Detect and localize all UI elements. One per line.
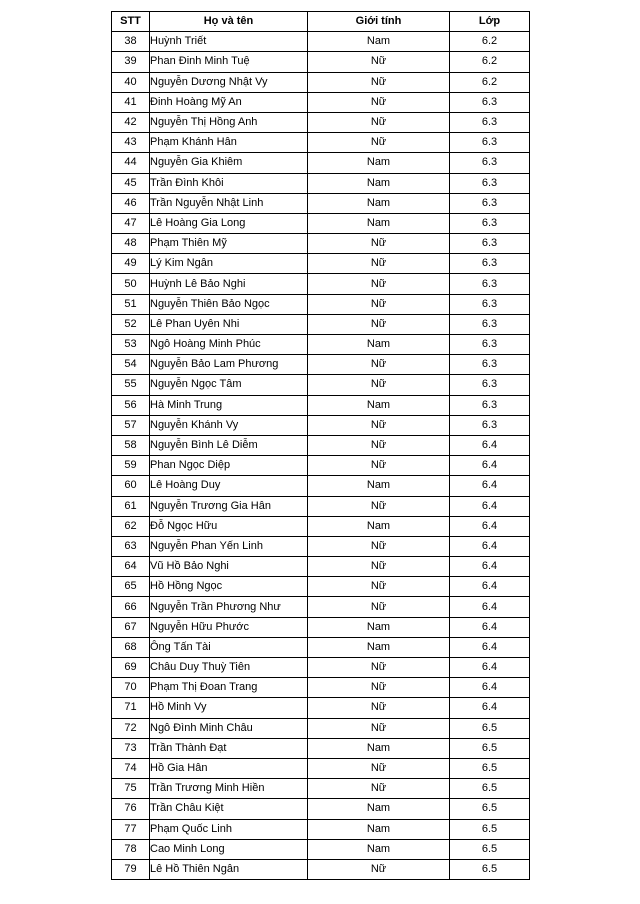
table-row bbox=[112, 254, 530, 274]
name-cell: Trần Đình Khôi bbox=[150, 173, 308, 193]
class-cell: 6.4 bbox=[450, 597, 530, 617]
stt-cell: 75 bbox=[112, 779, 150, 799]
table-row bbox=[112, 52, 530, 72]
class-cell: 6.5 bbox=[450, 758, 530, 778]
gender-cell: Nữ bbox=[308, 658, 450, 678]
class-cell: 6.4 bbox=[450, 435, 530, 455]
gender-cell: Nữ bbox=[308, 536, 450, 556]
name-cell: Trần Trương Minh Hiền bbox=[150, 779, 308, 799]
name-cell: Hồ Gia Hân bbox=[150, 758, 308, 778]
stt-cell: 39 bbox=[112, 52, 150, 72]
stt-cell: 52 bbox=[112, 314, 150, 334]
table-row bbox=[112, 375, 530, 395]
table-row bbox=[112, 456, 530, 476]
class-cell: 6.4 bbox=[450, 678, 530, 698]
class-cell: 6.3 bbox=[450, 213, 530, 233]
class-cell: 6.4 bbox=[450, 698, 530, 718]
class-cell: 6.4 bbox=[450, 536, 530, 556]
gender-cell: Nữ bbox=[308, 779, 450, 799]
stt-cell: 66 bbox=[112, 597, 150, 617]
class-cell: 6.3 bbox=[450, 335, 530, 355]
table-row bbox=[112, 193, 530, 213]
class-cell: 6.3 bbox=[450, 173, 530, 193]
class-cell: 6.3 bbox=[450, 112, 530, 132]
name-cell: Cao Minh Long bbox=[150, 839, 308, 859]
table-row bbox=[112, 738, 530, 758]
gender-cell: Nam bbox=[308, 617, 450, 637]
name-cell: Ông Tấn Tài bbox=[150, 637, 308, 657]
gender-cell: Nam bbox=[308, 193, 450, 213]
table-row bbox=[112, 516, 530, 536]
table-row bbox=[112, 435, 530, 455]
table-row bbox=[112, 678, 530, 698]
gender-cell: Nam bbox=[308, 819, 450, 839]
name-cell: Trần Nguyễn Nhật Linh bbox=[150, 193, 308, 213]
table-row bbox=[112, 698, 530, 718]
stt-cell: 61 bbox=[112, 496, 150, 516]
name-cell: Ngô Đình Minh Châu bbox=[150, 718, 308, 738]
table-row bbox=[112, 314, 530, 334]
name-cell: Phạm Khánh Hân bbox=[150, 133, 308, 153]
gender-cell: Nữ bbox=[308, 92, 450, 112]
name-cell: Phan Đinh Minh Tuệ bbox=[150, 52, 308, 72]
header-name: Họ và tên bbox=[150, 12, 308, 32]
table-row bbox=[112, 213, 530, 233]
class-cell: 6.3 bbox=[450, 153, 530, 173]
class-cell: 6.3 bbox=[450, 133, 530, 153]
class-cell: 6.5 bbox=[450, 779, 530, 799]
stt-cell: 73 bbox=[112, 738, 150, 758]
gender-cell: Nữ bbox=[308, 274, 450, 294]
stt-cell: 77 bbox=[112, 819, 150, 839]
table-row bbox=[112, 173, 530, 193]
name-cell: Nguyễn Gia Khiêm bbox=[150, 153, 308, 173]
header-stt: STT bbox=[112, 12, 150, 32]
class-cell: 6.4 bbox=[450, 658, 530, 678]
header-row bbox=[112, 12, 530, 32]
table-row bbox=[112, 234, 530, 254]
stt-cell: 58 bbox=[112, 435, 150, 455]
student-table bbox=[111, 11, 530, 880]
name-cell: Hà Minh Trung bbox=[150, 395, 308, 415]
gender-cell: Nữ bbox=[308, 314, 450, 334]
name-cell: Đinh Hoàng Mỹ An bbox=[150, 92, 308, 112]
class-cell: 6.3 bbox=[450, 375, 530, 395]
gender-cell: Nữ bbox=[308, 577, 450, 597]
name-cell: Huỳnh Triết bbox=[150, 32, 308, 52]
table-row bbox=[112, 577, 530, 597]
class-cell: 6.3 bbox=[450, 274, 530, 294]
name-cell: Nguyễn Trương Gia Hân bbox=[150, 496, 308, 516]
name-cell: Nguyễn Hữu Phước bbox=[150, 617, 308, 637]
gender-cell: Nữ bbox=[308, 133, 450, 153]
stt-cell: 55 bbox=[112, 375, 150, 395]
gender-cell: Nam bbox=[308, 738, 450, 758]
class-cell: 6.2 bbox=[450, 72, 530, 92]
table-row bbox=[112, 557, 530, 577]
gender-cell: Nữ bbox=[308, 597, 450, 617]
name-cell: Nguyễn Trần Phương Như bbox=[150, 597, 308, 617]
stt-cell: 59 bbox=[112, 456, 150, 476]
stt-cell: 56 bbox=[112, 395, 150, 415]
class-cell: 6.2 bbox=[450, 32, 530, 52]
stt-cell: 47 bbox=[112, 213, 150, 233]
name-cell: Lê Hoàng Duy bbox=[150, 476, 308, 496]
gender-cell: Nữ bbox=[308, 456, 450, 476]
gender-cell: Nam bbox=[308, 516, 450, 536]
table-row bbox=[112, 92, 530, 112]
stt-cell: 43 bbox=[112, 133, 150, 153]
stt-cell: 42 bbox=[112, 112, 150, 132]
stt-cell: 69 bbox=[112, 658, 150, 678]
gender-cell: Nữ bbox=[308, 435, 450, 455]
gender-cell: Nữ bbox=[308, 355, 450, 375]
class-cell: 6.3 bbox=[450, 193, 530, 213]
name-cell: Phạm Thị Đoan Trang bbox=[150, 678, 308, 698]
gender-cell: Nữ bbox=[308, 72, 450, 92]
name-cell: Trần Thành Đạt bbox=[150, 738, 308, 758]
gender-cell: Nam bbox=[308, 335, 450, 355]
table-row bbox=[112, 617, 530, 637]
name-cell: Nguyễn Thiên Bảo Ngọc bbox=[150, 294, 308, 314]
table-row bbox=[112, 799, 530, 819]
name-cell: Nguyễn Ngọc Tâm bbox=[150, 375, 308, 395]
class-cell: 6.4 bbox=[450, 476, 530, 496]
table-row bbox=[112, 415, 530, 435]
class-cell: 6.3 bbox=[450, 294, 530, 314]
class-cell: 6.5 bbox=[450, 738, 530, 758]
class-cell: 6.5 bbox=[450, 799, 530, 819]
gender-cell: Nam bbox=[308, 32, 450, 52]
header-class: Lớp bbox=[450, 12, 530, 32]
class-cell: 6.4 bbox=[450, 637, 530, 657]
stt-cell: 51 bbox=[112, 294, 150, 314]
class-cell: 6.2 bbox=[450, 52, 530, 72]
table-row bbox=[112, 72, 530, 92]
name-cell: Trần Châu Kiệt bbox=[150, 799, 308, 819]
stt-cell: 78 bbox=[112, 839, 150, 859]
gender-cell: Nam bbox=[308, 839, 450, 859]
stt-cell: 64 bbox=[112, 557, 150, 577]
stt-cell: 48 bbox=[112, 234, 150, 254]
gender-cell: Nữ bbox=[308, 254, 450, 274]
table-row bbox=[112, 395, 530, 415]
name-cell: Ngô Hoàng Minh Phúc bbox=[150, 335, 308, 355]
name-cell: Phạm Quốc Linh bbox=[150, 819, 308, 839]
gender-cell: Nam bbox=[308, 799, 450, 819]
class-cell: 6.5 bbox=[450, 859, 530, 879]
gender-cell: Nữ bbox=[308, 496, 450, 516]
stt-cell: 41 bbox=[112, 92, 150, 112]
name-cell: Lê Hồ Thiên Ngân bbox=[150, 859, 308, 879]
table-row bbox=[112, 536, 530, 556]
table-row bbox=[112, 496, 530, 516]
stt-cell: 45 bbox=[112, 173, 150, 193]
name-cell: Lý Kim Ngân bbox=[150, 254, 308, 274]
stt-cell: 57 bbox=[112, 415, 150, 435]
stt-cell: 72 bbox=[112, 718, 150, 738]
stt-cell: 76 bbox=[112, 799, 150, 819]
stt-cell: 79 bbox=[112, 859, 150, 879]
table-row bbox=[112, 32, 530, 52]
class-cell: 6.3 bbox=[450, 395, 530, 415]
name-cell: Nguyễn Dương Nhật Vy bbox=[150, 72, 308, 92]
stt-cell: 40 bbox=[112, 72, 150, 92]
table-row bbox=[112, 294, 530, 314]
table-row bbox=[112, 779, 530, 799]
name-cell: Hồ Hồng Ngọc bbox=[150, 577, 308, 597]
table-row bbox=[112, 637, 530, 657]
table-row bbox=[112, 335, 530, 355]
gender-cell: Nữ bbox=[308, 112, 450, 132]
student-list-page bbox=[111, 11, 529, 880]
name-cell: Nguyễn Thị Hồng Anh bbox=[150, 112, 308, 132]
table-row bbox=[112, 476, 530, 496]
gender-cell: Nam bbox=[308, 153, 450, 173]
class-cell: 6.3 bbox=[450, 254, 530, 274]
class-cell: 6.3 bbox=[450, 314, 530, 334]
table-row bbox=[112, 819, 530, 839]
table-row bbox=[112, 658, 530, 678]
stt-cell: 70 bbox=[112, 678, 150, 698]
gender-cell: Nữ bbox=[308, 375, 450, 395]
class-cell: 6.4 bbox=[450, 496, 530, 516]
gender-cell: Nam bbox=[308, 395, 450, 415]
table-row bbox=[112, 112, 530, 132]
stt-cell: 71 bbox=[112, 698, 150, 718]
table-row bbox=[112, 274, 530, 294]
stt-cell: 46 bbox=[112, 193, 150, 213]
class-cell: 6.4 bbox=[450, 516, 530, 536]
stt-cell: 74 bbox=[112, 758, 150, 778]
name-cell: Phạm Thiên Mỹ bbox=[150, 234, 308, 254]
header-gender: Giới tính bbox=[308, 12, 450, 32]
stt-cell: 63 bbox=[112, 536, 150, 556]
table-row bbox=[112, 859, 530, 879]
stt-cell: 67 bbox=[112, 617, 150, 637]
class-cell: 6.4 bbox=[450, 577, 530, 597]
class-cell: 6.5 bbox=[450, 718, 530, 738]
gender-cell: Nữ bbox=[308, 698, 450, 718]
stt-cell: 65 bbox=[112, 577, 150, 597]
table-body bbox=[112, 32, 530, 880]
class-cell: 6.3 bbox=[450, 415, 530, 435]
stt-cell: 49 bbox=[112, 254, 150, 274]
gender-cell: Nữ bbox=[308, 415, 450, 435]
stt-cell: 54 bbox=[112, 355, 150, 375]
gender-cell: Nam bbox=[308, 637, 450, 657]
name-cell: Nguyễn Khánh Vy bbox=[150, 415, 308, 435]
class-cell: 6.3 bbox=[450, 234, 530, 254]
table-row bbox=[112, 153, 530, 173]
gender-cell: Nữ bbox=[308, 859, 450, 879]
stt-cell: 60 bbox=[112, 476, 150, 496]
name-cell: Châu Duy Thuỳ Tiên bbox=[150, 658, 308, 678]
name-cell: Lê Phan Uyên Nhi bbox=[150, 314, 308, 334]
name-cell: Nguyễn Bình Lê Diễm bbox=[150, 435, 308, 455]
class-cell: 6.4 bbox=[450, 557, 530, 577]
class-cell: 6.4 bbox=[450, 617, 530, 637]
table-row bbox=[112, 133, 530, 153]
stt-cell: 44 bbox=[112, 153, 150, 173]
table-row bbox=[112, 355, 530, 375]
gender-cell: Nữ bbox=[308, 758, 450, 778]
table-row bbox=[112, 839, 530, 859]
gender-cell: Nữ bbox=[308, 718, 450, 738]
name-cell: Nguyễn Phan Yến Linh bbox=[150, 536, 308, 556]
table-row bbox=[112, 758, 530, 778]
stt-cell: 62 bbox=[112, 516, 150, 536]
class-cell: 6.3 bbox=[450, 92, 530, 112]
stt-cell: 53 bbox=[112, 335, 150, 355]
name-cell: Hồ Minh Vy bbox=[150, 698, 308, 718]
name-cell: Đỗ Ngọc Hữu bbox=[150, 516, 308, 536]
name-cell: Nguyễn Bảo Lam Phương bbox=[150, 355, 308, 375]
class-cell: 6.3 bbox=[450, 355, 530, 375]
table-row bbox=[112, 718, 530, 738]
gender-cell: Nữ bbox=[308, 234, 450, 254]
stt-cell: 50 bbox=[112, 274, 150, 294]
gender-cell: Nữ bbox=[308, 294, 450, 314]
stt-cell: 68 bbox=[112, 637, 150, 657]
name-cell: Vũ Hồ Bảo Nghi bbox=[150, 557, 308, 577]
gender-cell: Nữ bbox=[308, 557, 450, 577]
gender-cell: Nữ bbox=[308, 678, 450, 698]
name-cell: Lê Hoàng Gia Long bbox=[150, 213, 308, 233]
name-cell: Huỳnh Lê Bảo Nghi bbox=[150, 274, 308, 294]
gender-cell: Nữ bbox=[308, 52, 450, 72]
gender-cell: Nam bbox=[308, 476, 450, 496]
class-cell: 6.5 bbox=[450, 819, 530, 839]
gender-cell: Nam bbox=[308, 173, 450, 193]
gender-cell: Nam bbox=[308, 213, 450, 233]
stt-cell: 38 bbox=[112, 32, 150, 52]
table-row bbox=[112, 597, 530, 617]
class-cell: 6.5 bbox=[450, 839, 530, 859]
name-cell: Phan Ngọc Diệp bbox=[150, 456, 308, 476]
class-cell: 6.4 bbox=[450, 456, 530, 476]
